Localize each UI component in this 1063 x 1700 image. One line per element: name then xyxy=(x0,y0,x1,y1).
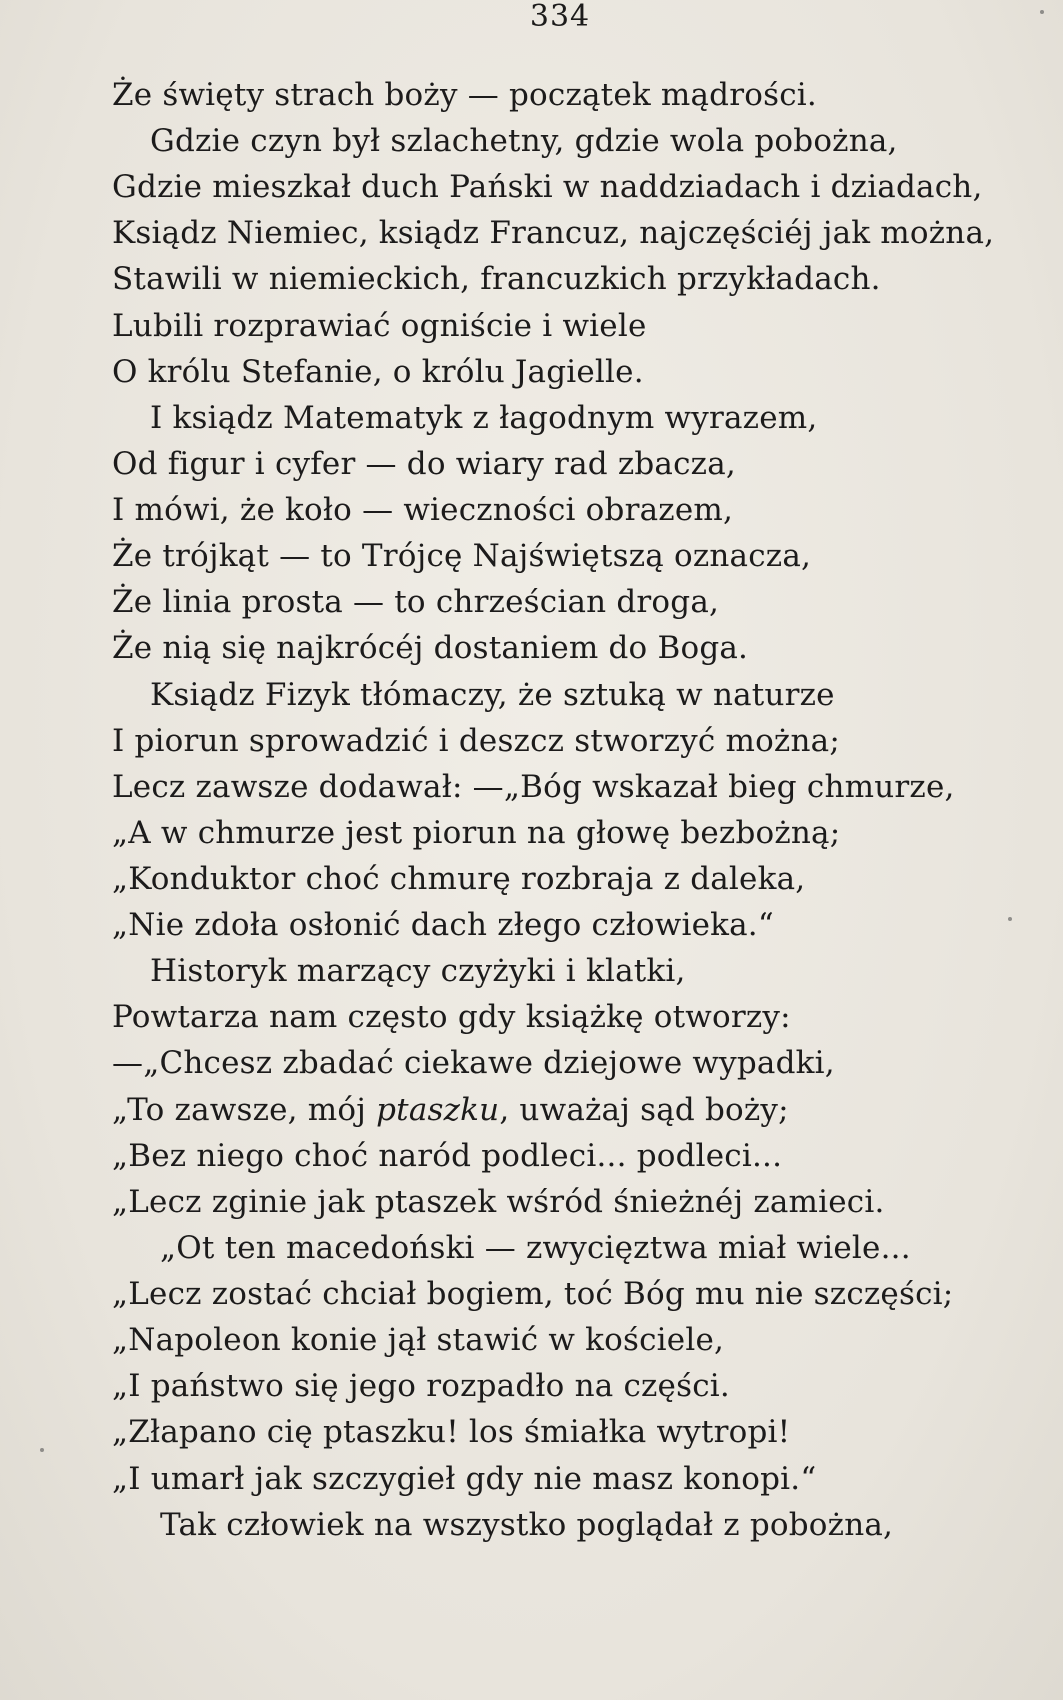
poem-line: Stawili w niemieckich, francuzkich przykładach. xyxy=(112,261,881,297)
poem-line: „I państwo się jego rozpadło na części. xyxy=(112,1368,730,1404)
poem-line: „Ot ten macedoński — zwycięztwa miał wiele... xyxy=(160,1230,911,1266)
poem-line: Lubili rozprawiać ogniście i wiele xyxy=(112,308,647,344)
poem-line: Ksiądz Fizyk tłómaczy, że sztuką w naturze xyxy=(150,677,835,713)
poem-line: I mówi, że koło — wieczności obrazem, xyxy=(112,492,734,528)
poem-line: „Bez niego choć naród podleci... podleci... xyxy=(112,1138,783,1174)
poem-line: Że trójkąt — to Trójcę Najświętszą oznacza, xyxy=(112,538,812,574)
poem-line: „A w chmurze jest piorun na głowę bezbożną; xyxy=(112,815,841,851)
poem-line: Gdzie mieszkał duch Pański w naddziadach i dziadach, xyxy=(112,169,983,205)
poem-line-start: „To zawsze, mój xyxy=(112,1092,377,1128)
paper-speck xyxy=(1008,917,1012,921)
poem-line: I ksiądz Matematyk z łagodnym wyrazem, xyxy=(150,400,818,436)
poem-line: Że linia prosta — to chrześcian droga, xyxy=(112,584,720,620)
poem-line: „Lecz zostać chciał bogiem, toć Bóg mu nie szczęści; xyxy=(112,1276,954,1312)
poem-line: „Napoleon konie jął stawić w kościele, xyxy=(112,1322,725,1358)
page-number: 334 xyxy=(529,0,591,34)
poem-line: Od figur i cyfer — do wiary rad zbacza, xyxy=(112,446,736,482)
poem-line: „Złapano cię ptaszku! los śmiałka wytropi! xyxy=(112,1414,791,1450)
paper-speck xyxy=(40,1448,44,1452)
paper-speck xyxy=(1040,10,1044,14)
poem-line: Powtarza nam często gdy książkę otworzy: xyxy=(112,999,791,1035)
poem-line: „Konduktor choć chmurę rozbraja z daleka, xyxy=(112,861,806,897)
poem-line: Gdzie czyn był szlachetny, gdzie wola pobożna, xyxy=(150,123,898,159)
poem-line-italic: ptaszku xyxy=(376,1092,500,1128)
poem-line: Historyk marzący czyżyki i klatki, xyxy=(150,953,686,989)
poem-line: „I umarł jak szczygieł gdy nie masz konopi.“ xyxy=(112,1461,817,1497)
poem-line: —„Chcesz zbadać ciekawe dziejowe wypadki, xyxy=(112,1045,835,1081)
poem-line: Tak człowiek na wszystko poglądał z pobożna, xyxy=(160,1507,894,1543)
poem-line: Ksiądz Niemiec, ksiądz Francuz, najczęściéj jak można, xyxy=(112,215,995,251)
poem-line: Że święty strach boży — początek mądrości. xyxy=(112,77,817,113)
poem-line: O królu Stefanie, o królu Jagielle. xyxy=(112,354,644,390)
poem-line: „Nie zdoła osłonić dach złego człowieka.“ xyxy=(112,907,774,943)
poem-line xyxy=(112,1090,789,1130)
poem-line: Lecz zawsze dodawał: —„Bóg wskazał bieg chmurze, xyxy=(112,769,955,805)
poem-line: I piorun sprowadzić i deszcz stworzyć można; xyxy=(112,723,840,759)
poem-line-end: , uważaj sąd boży; xyxy=(499,1092,789,1128)
poem-line: „Lecz zginie jak ptaszek wśród śnieżnéj zamieci. xyxy=(112,1184,885,1220)
poem-line: Że nią się najkrócéj dostaniem do Boga. xyxy=(112,630,749,666)
